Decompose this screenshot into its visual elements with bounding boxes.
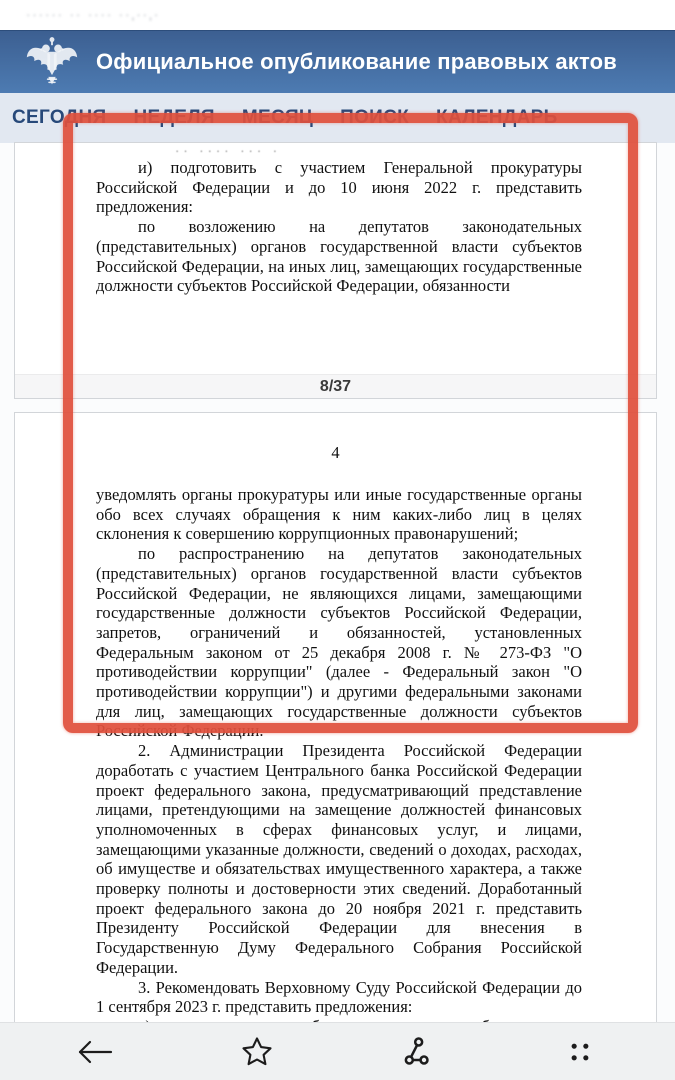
document-paragraph: уведомлять органы прокуратуры или иные государственные органы обо всех случаях обращения к ним каких-либо лиц в целях склонения к совершению коррупционных правонарушений; bbox=[96, 485, 582, 544]
app-header bbox=[0, 30, 675, 93]
nav-tab[interactable]: СЕГОДНЯ bbox=[12, 107, 107, 128]
document-page-1 bbox=[14, 142, 657, 399]
document-page-2 bbox=[14, 412, 657, 1064]
bottom-toolbar bbox=[0, 1022, 675, 1080]
menu-button[interactable] bbox=[548, 1028, 612, 1076]
document-paragraph: 2. Администрации Президента Российской Федерации доработать с участием Центрального банка Российской Федерации проект федерального закона, предусматривающий представление лицами, претендующими на замещение должностей финансовых уполномоченных в сферах финансовых услуг, и лицами, замещающими указанные должности, сведений о доходах, расходах, об имуществе и обязательствах имущественного характера, а также проверку полноты и достоверности этих сведений. Доработанный проект федерального закона до 20 ноября 2021 г. представить Президенту Российской Федерации для внесения в Государственную Думу Федерального Собрания Российской Федерации. bbox=[96, 741, 582, 977]
back-button[interactable] bbox=[63, 1028, 127, 1076]
bookmark-button[interactable] bbox=[225, 1028, 289, 1076]
page-1-text bbox=[15, 150, 656, 296]
share-button[interactable] bbox=[386, 1028, 450, 1076]
nav-tab[interactable]: КАЛЕНДАРЬ bbox=[436, 107, 558, 128]
status-strip bbox=[0, 0, 675, 30]
clipped-text-line: ·· ···· ··· · bbox=[175, 143, 282, 158]
document-paragraph: 3. Рекомендовать Верховному Суду Российской Федерации до 1 сентября 2023 г. представить предложения: bbox=[96, 977, 582, 1017]
page-2-text bbox=[15, 477, 656, 1056]
document-paragraph: по распространению на депутатов законодательных (представительных) органов государственной власти субъектов Российской Федерации, не являющихся лицами, замещающими государственные должности субъектов Российской Федерации, запретов, ограничений и обязанностей, установленных Федеральным законом от 25 декабря 2008 г. № 273-ФЗ "О противодействии коррупции" (далее - Федеральный закон "О противодействии коррупции") и другими федеральными законами для лиц, замещающих государственные должности субъектов Российской Федерации. bbox=[96, 544, 582, 741]
nav-tab[interactable]: МЕСЯЦ bbox=[241, 107, 314, 128]
document-paragraph: по возложению на депутатов законодательных (представительных) органов государственной власти субъектов Российской Федерации, на иных лиц, замещающих государственные должности субъектов Российской Федерации, обязанности bbox=[96, 217, 582, 296]
star-icon bbox=[241, 1036, 273, 1067]
nav-tab[interactable]: НЕДЕЛЯ bbox=[133, 107, 215, 128]
page-counter: 8/37 bbox=[15, 374, 656, 398]
document-page-number: 4 bbox=[331, 443, 340, 462]
document-paragraph: и) подготовить с участием Генеральной прокуратуры Российской Федерации и до 10 июня 2022 г. представить предложения: bbox=[96, 158, 582, 217]
nav-tab[interactable]: ПОИСК bbox=[340, 107, 410, 128]
nav-tabs bbox=[0, 93, 675, 143]
russian-coat-of-arms-icon bbox=[24, 34, 80, 90]
back-arrow-icon bbox=[76, 1038, 114, 1066]
grid-dots-icon bbox=[566, 1038, 594, 1066]
share-nodes-icon bbox=[402, 1036, 434, 1068]
status-text: ······ ·· ···· ··‚··‚· bbox=[26, 7, 161, 22]
page-title: Официальное опубликование правовых актов bbox=[96, 49, 618, 74]
